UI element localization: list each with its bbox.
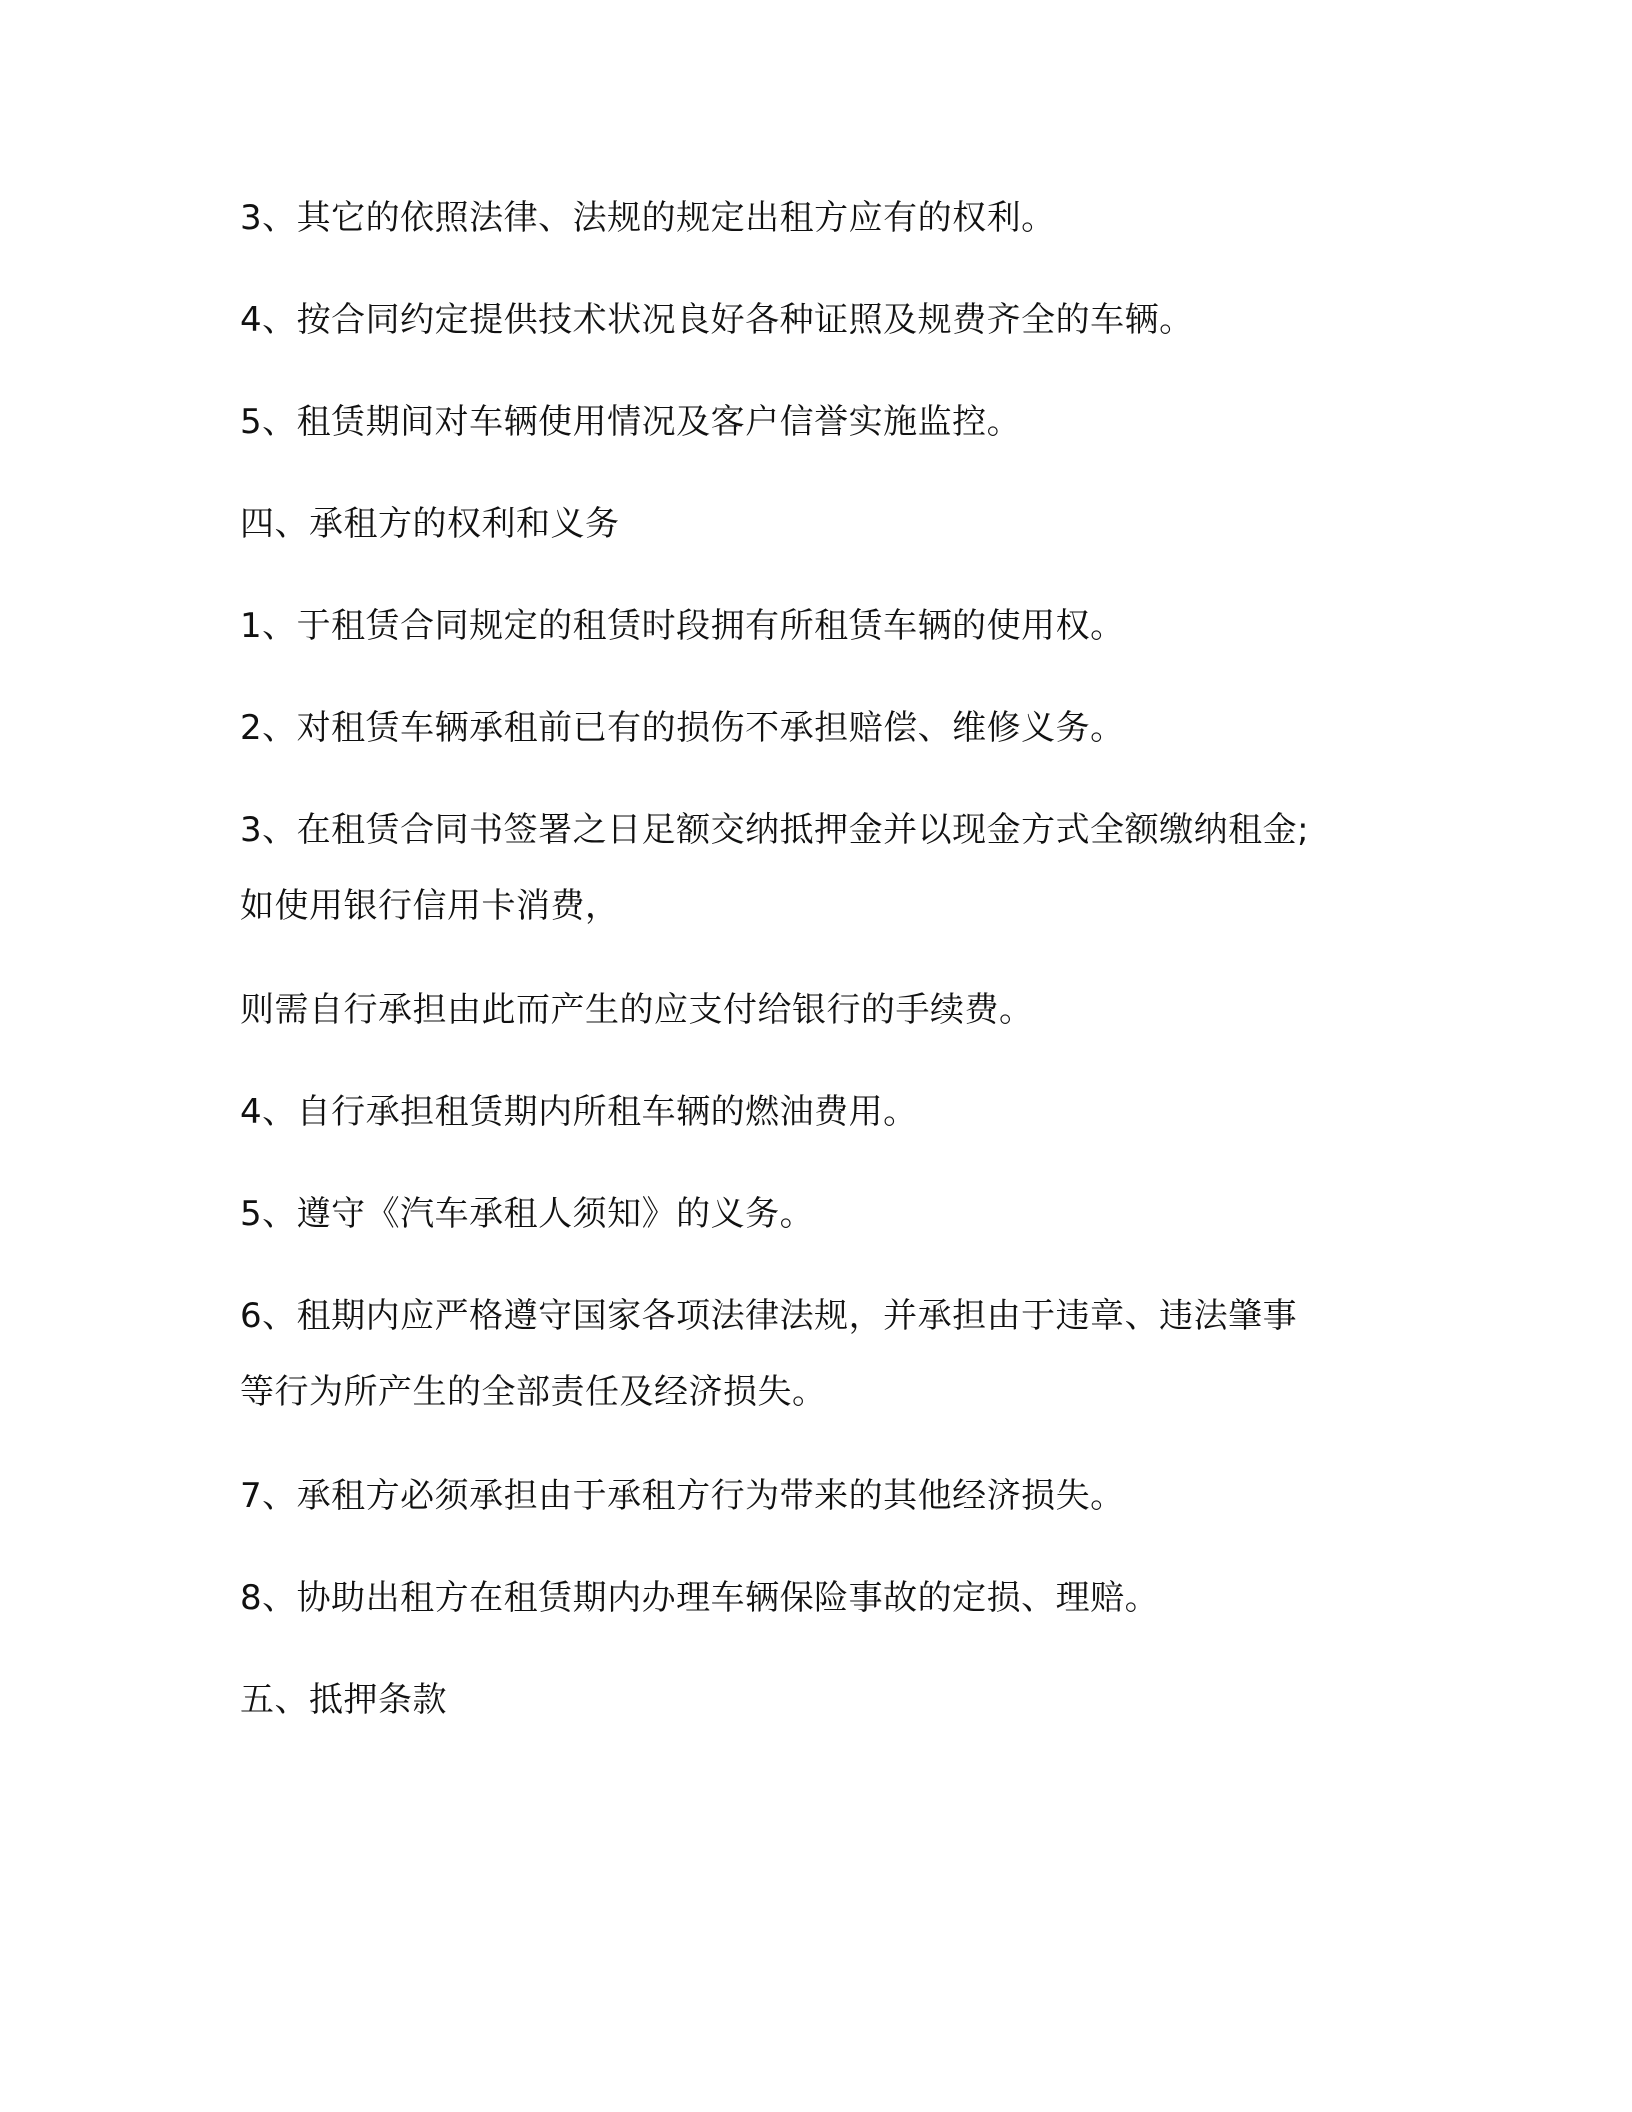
clause-3-deposit-line-3: 则需自行承担由此而产生的应支付给银行的手续费。 [240, 990, 1034, 1030]
clause-8-insurance: 8、协助出租方在租赁期内办理车辆保险事故的定损、理赔。 [240, 1578, 1160, 1618]
section-heading-mortgage: 五、抵押条款 [240, 1680, 447, 1720]
clause-5-notice: 5、遵守《汽车承租人须知》的义务。 [240, 1194, 815, 1234]
section-heading-lessee-rights: 四、承租方的权利和义务 [240, 504, 620, 544]
clause-4-fuel: 4、自行承担租赁期内所租车辆的燃油费用。 [240, 1092, 918, 1132]
clause-6-laws-line-2: 等行为所产生的全部责任及经济损失。 [240, 1372, 827, 1412]
clause-6-laws-line-1: 6、租期内应严格遵守国家各项法律法规，并承担由于违章、违法肇事 [240, 1296, 1298, 1336]
clause-1-usage-right: 1、于租赁合同规定的租赁时段拥有所租赁车辆的使用权。 [240, 606, 1125, 646]
clause-3-deposit-line-1: 3、在租赁合同书签署之日足额交纳抵押金并以现金方式全额缴纳租金; [240, 810, 1310, 850]
clause-3-deposit-line-2: 如使用银行信用卡消费， [240, 886, 620, 926]
clause-7-other-losses: 7、承租方必须承担由于承租方行为带来的其他经济损失。 [240, 1476, 1125, 1516]
clause-2-prior-damage: 2、对租赁车辆承租前已有的损伤不承担赔偿、维修义务。 [240, 708, 1125, 748]
clause-4-provide-vehicle: 4、按合同约定提供技术状况良好各种证照及规费齐全的车辆。 [240, 300, 1194, 340]
clause-3-lessor-rights: 3、其它的依照法律、法规的规定出租方应有的权利。 [240, 198, 1056, 238]
clause-5-monitoring: 5、租赁期间对车辆使用情况及客户信誉实施监控。 [240, 402, 1022, 442]
